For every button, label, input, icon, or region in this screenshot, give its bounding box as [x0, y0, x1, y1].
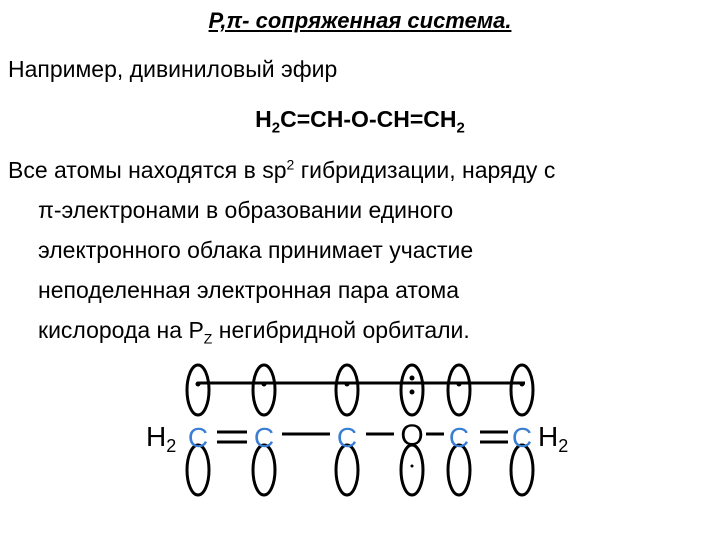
- electron-dot-7: [520, 382, 525, 387]
- atom-c5: C: [511, 422, 533, 453]
- lower-dot-oxygen: [411, 465, 414, 468]
- para-line-1a: Все атомы находятся в sp: [8, 157, 287, 183]
- para-line-5b: негибридной орбитали.: [212, 317, 470, 343]
- para-line-5: [8, 310, 708, 350]
- p-orbital-upper-6: [511, 365, 533, 415]
- para-line-5a: кислорода на P: [38, 317, 204, 343]
- formula-part-2: C=CH-O-CH=CH: [280, 106, 457, 132]
- atom-oxygen: O: [400, 419, 424, 452]
- formula-part-1: H: [255, 106, 272, 132]
- p-orbital-upper-2: [253, 365, 275, 415]
- atom-c1: C: [187, 422, 209, 453]
- para-line-2: π-электронами в образовании единого: [38, 197, 454, 223]
- electron-dot-6: [457, 382, 462, 387]
- para-line-1b: гибридизации, наряду с: [294, 157, 556, 183]
- para-line-1: [8, 150, 708, 190]
- para-line-3: электронного облака принимает участие: [38, 237, 474, 263]
- formula-sub-2: 2: [456, 119, 465, 137]
- sp2-superscript: 2: [286, 156, 295, 173]
- electron-dot-4: [410, 376, 415, 381]
- chemical-formula: [0, 106, 720, 137]
- formula-sub-1: 2: [271, 119, 281, 137]
- atom-c3: C: [336, 422, 358, 453]
- h2-left-label: $H_2$: [146, 421, 177, 456]
- h2-right-label: $H_2$: [538, 421, 569, 456]
- p-orbital-lower-4: [401, 445, 423, 495]
- electron-dot-1: [196, 382, 201, 387]
- electron-dot-3: [345, 382, 350, 387]
- p-orbital-upper-3: [336, 365, 358, 415]
- pz-subscript: Z: [203, 330, 213, 347]
- p-orbital-upper-1: [187, 365, 209, 415]
- p-orbital-upper-5: [448, 365, 470, 415]
- atom-c4: C: [448, 422, 470, 453]
- intro-text: Например, дивиниловый эфир: [8, 56, 338, 82]
- orbital-diagram: [0, 350, 720, 540]
- atom-c2: C: [253, 422, 275, 453]
- slide-title: P,π- сопряженная система.: [208, 8, 512, 33]
- para-line-4: неподеленная электронная пара атома: [38, 277, 460, 303]
- electron-dot-5: [410, 390, 415, 395]
- explanation-paragraph: [8, 150, 708, 350]
- electron-dot-2: [262, 382, 267, 387]
